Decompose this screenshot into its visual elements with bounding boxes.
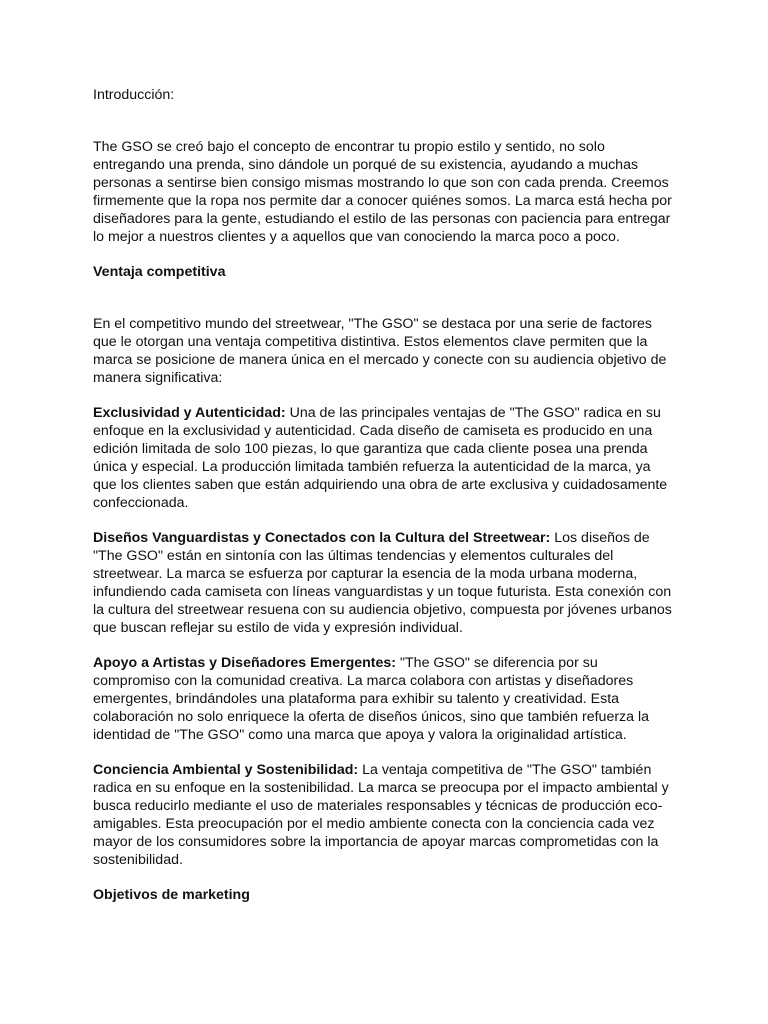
point-exclusividad <box>93 404 675 512</box>
ventaja-intro-paragraph: En el competitivo mundo del streetwear, "The GSO" se destaca por una serie de factores que le otorgan una ventaja competitiva distintiva. Estos elementos clave permiten que la marca se posicione de manera única en el mercado y conecte con su audiencia objetivo de manera significativa: <box>93 316 667 386</box>
point-text: "The GSO" se diferencia por su compromiso con la comunidad creativa. La marca colabora con artistas y diseñadores emergentes, brindándoles una plataforma para exhibir su talento y creatividad. Esta colaboración no solo enriquece la oferta de diseños únicos, sino que también refuerza la identidad de "The GSO" como una marca que apoya y valora la originalidad artística. <box>93 655 650 743</box>
point-title: Exclusividad y Autenticidad: <box>93 405 286 421</box>
heading-ventaja-competitiva: Ventaja competitiva <box>93 264 226 280</box>
point-title: Apoyo a Artistas y Diseñadores Emergentes: <box>93 655 397 671</box>
point-title: Conciencia Ambiental y Sostenibilidad: <box>93 762 359 778</box>
point-text: Una de las principales ventajas de "The GSO" radica en su enfoque en la exclusividad y autenticidad. Cada diseño de camiseta es producido en una edición limitada de solo 100 piezas, lo que garantiza que cada cliente posea una prenda única y especial. La producción limitada también refuerza la autenticidad de la marca, ya que los clientes saben que están adquiriendo una obra de arte exclusiva y cuidadosamente confeccionada. <box>93 405 668 511</box>
intro-title: Introducción: <box>93 87 175 103</box>
point-text: La ventaja competitiva de "The GSO" también radica en su enfoque en la sostenibilidad. La marca se preocupa por el impacto ambiental y busca reducirlo mediante el uso de materiales responsables y técnicas de producción eco-amigables. Esta preocupación por el medio ambiente conecta con la conciencia cada vez mayor de los consumidores sobre la importancia de apoyar marcas comprometidas con la sostenibilidad. <box>93 762 669 868</box>
heading-objetivos-marketing: Objetivos de marketing <box>93 887 250 903</box>
point-title: Diseños Vanguardistas y Conectados con la Cultura del Streetwear: <box>93 530 551 546</box>
intro-paragraph: The GSO se creó bajo el concepto de encontrar tu propio estilo y sentido, no solo entregando una prenda, sino dándole un porqué de su existencia, ayudando a muchas personas a sentirse bien consigo mismas mostrando lo que son con cada prenda. Creemos firmemente que la ropa nos permite dar a conocer quiénes somos. La marca está hecha por diseñadores para la gente, estudiando el estilo de las personas con paciencia para entregar lo mejor a nuestros clientes y a aquellos que van conociendo la marca poco a poco. <box>93 139 672 245</box>
point-apoyo-artistas <box>93 654 675 744</box>
point-disenos <box>93 529 675 637</box>
point-sostenibilidad <box>93 761 675 869</box>
document-page <box>93 86 675 904</box>
point-text: Los diseños de "The GSO" están en sintonía con las últimas tendencias y elementos culturales del streetwear. La marca se esfuerza por capturar la esencia de la moda urbana moderna, infundiendo cada camiseta con líneas vanguardistas y un toque futurista. Esta conexión con la cultura del streetwear resuena con su audiencia objetivo, compuesta por jóvenes urbanos que buscan reflejar su estilo de vida y expresión individual. <box>93 530 672 636</box>
